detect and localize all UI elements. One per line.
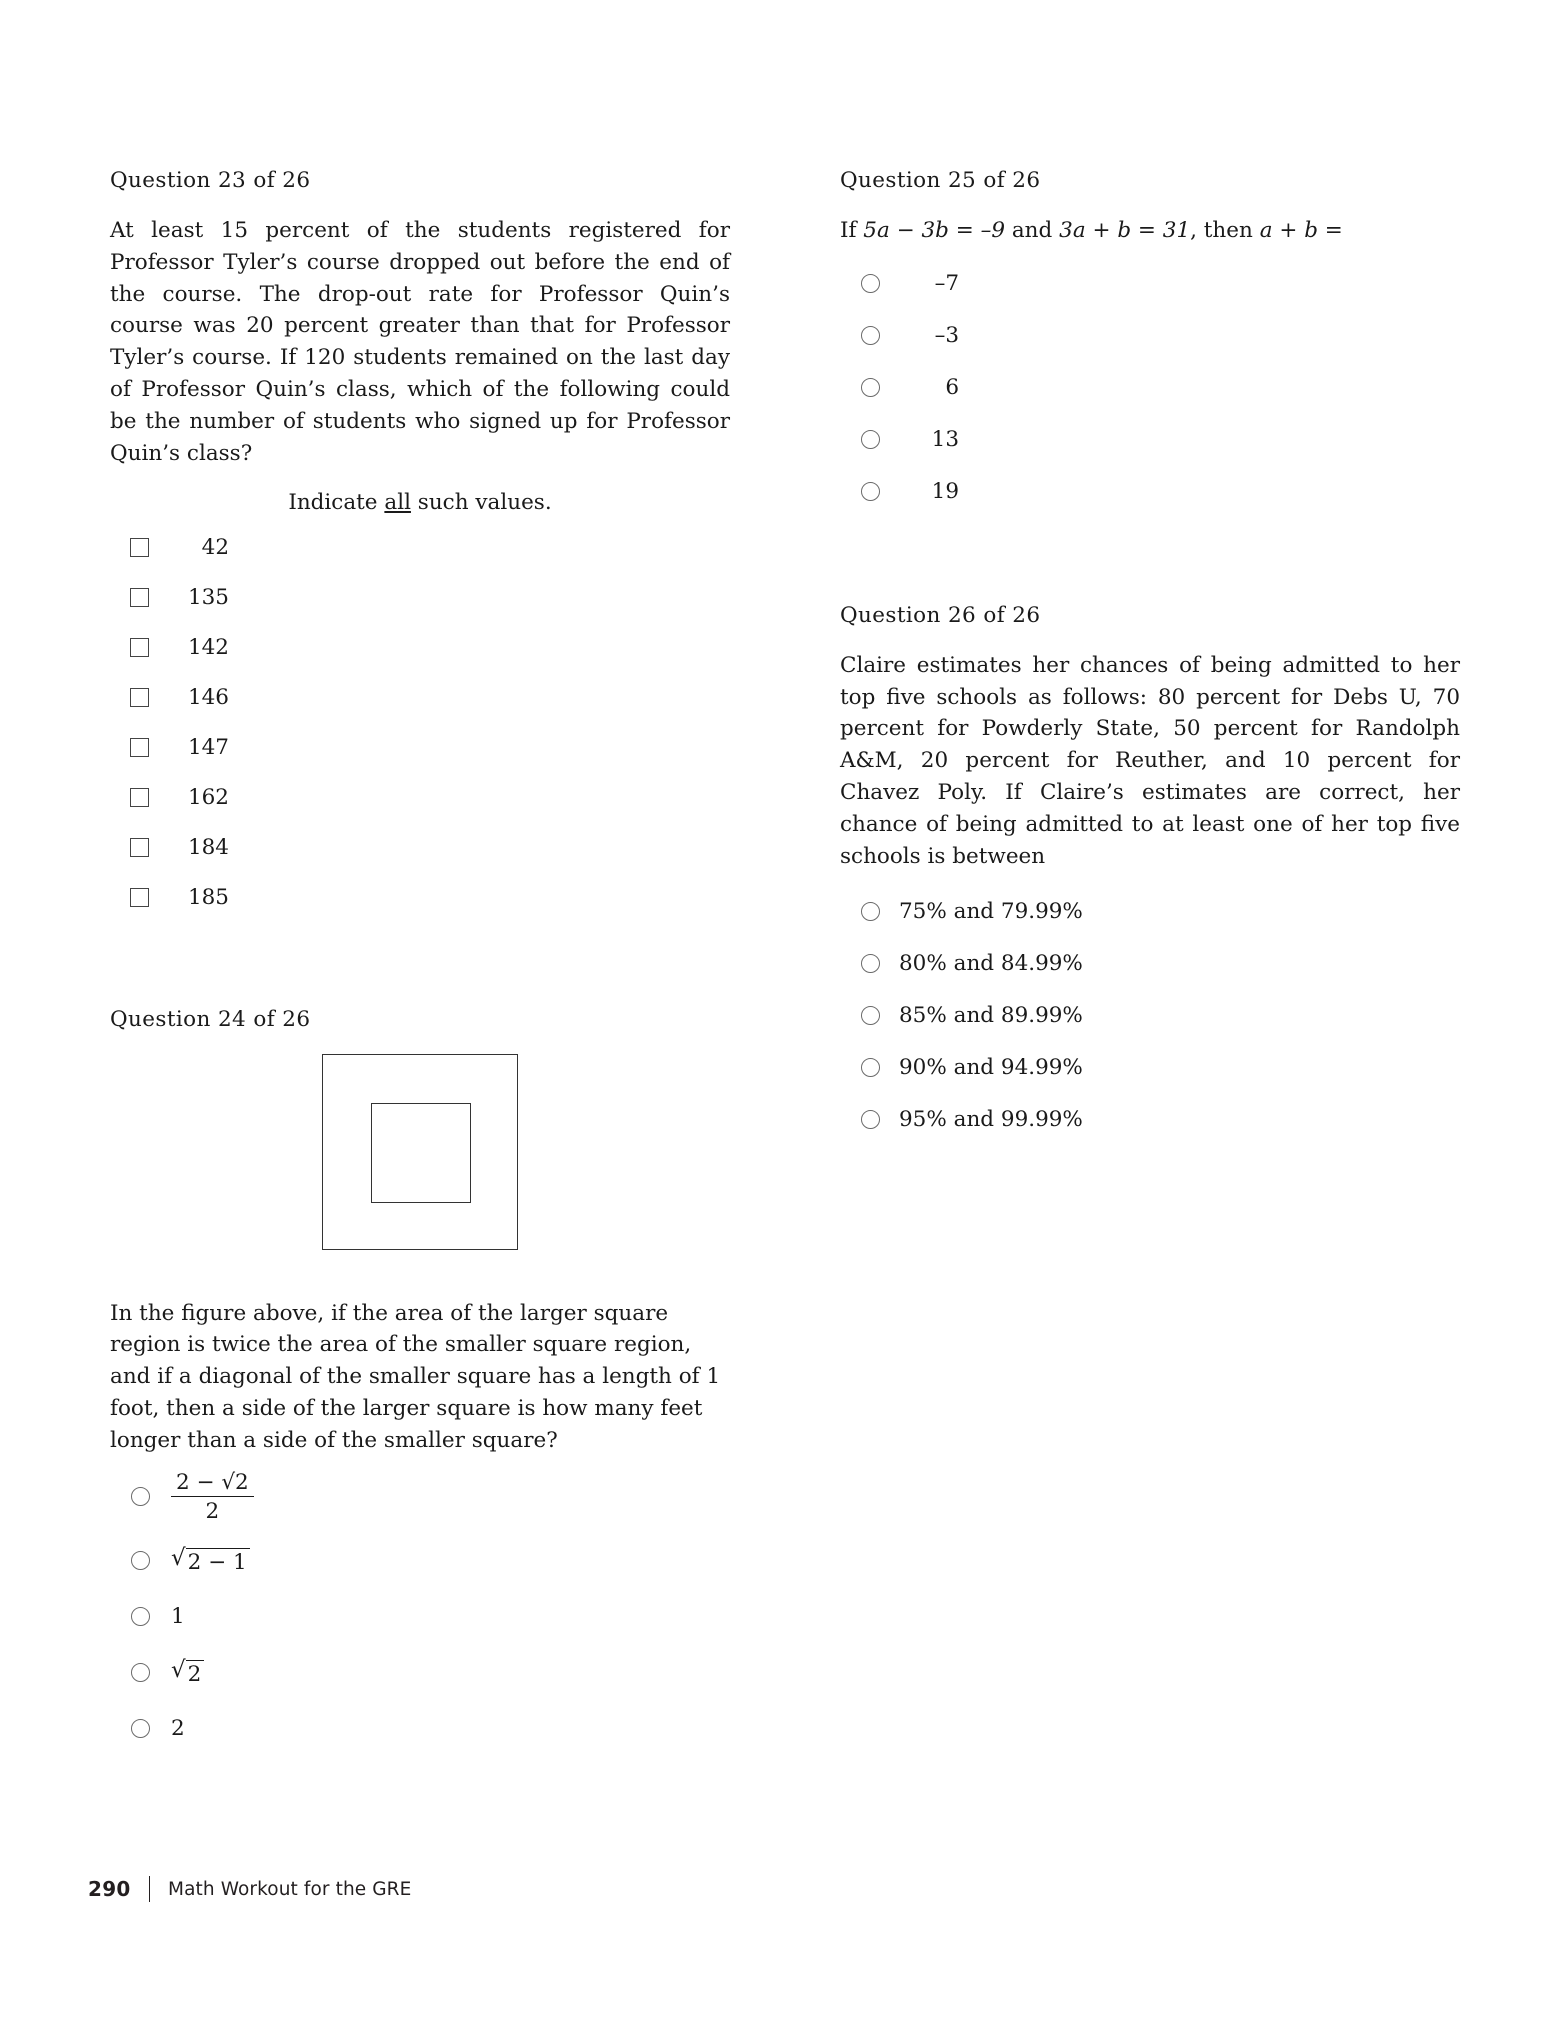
option-label: [171, 1546, 250, 1575]
option-row[interactable]: [840, 1001, 1460, 1031]
radio-icon[interactable]: [131, 1607, 150, 1626]
radio-icon[interactable]: [861, 1110, 880, 1129]
option-row[interactable]: [110, 1713, 730, 1743]
inner-square-shape: [371, 1103, 471, 1203]
spacer: [840, 529, 1460, 603]
radio-icon[interactable]: [131, 1719, 150, 1738]
option-row[interactable]: [110, 783, 730, 813]
option-label: 1: [171, 1603, 185, 1629]
option-row[interactable]: [840, 477, 1460, 507]
question-23-stem: At least 15 percent of the students registered for Professor Tyler’s course dropped out before the end of the course. The drop-out rate for Professor Quin’s course was 20 percent greater than that for Professor Tyler’s course. If 120 students remained on the last day of Professor Quin’s class, which of the following could be the number of students who signed up for Professor Quin’s class?: [110, 218, 730, 466]
option-row[interactable]: [110, 1657, 730, 1687]
question-25: [840, 168, 1460, 507]
question-26-options: [840, 897, 1460, 1135]
option-label: 185: [187, 885, 229, 910]
square-root: [171, 1546, 250, 1575]
option-label: 162: [187, 785, 229, 810]
option-label: 19: [931, 479, 959, 505]
radio-slot: [132, 1487, 149, 1506]
square-root: [171, 1658, 204, 1687]
option-row[interactable]: [110, 733, 730, 763]
question-23-options: [110, 533, 730, 913]
left-column: [110, 168, 730, 1769]
radical-sign-icon: √: [171, 1544, 186, 1571]
radio-slot: [132, 1719, 149, 1738]
option-label: 80% and 84.99%: [899, 951, 1083, 976]
directions-text-before: Indicate: [288, 489, 385, 515]
question-24-stem: In the figure above, if the area of the larger square region is twice the area of the smaller square region, and if a diagonal of the smaller square has a length of 1 foot, then a side of the larger square is how many feet longer than a side of the smaller square?: [110, 1300, 721, 1453]
option-row[interactable]: [110, 533, 730, 563]
radio-slot: [862, 274, 879, 293]
option-label: [171, 1471, 254, 1524]
option-label: 142: [187, 635, 229, 660]
radio-icon[interactable]: [861, 378, 880, 397]
option-row[interactable]: [110, 583, 730, 613]
radio-slot: [862, 1058, 879, 1077]
option-row[interactable]: [840, 1105, 1460, 1135]
stem-text-2: and: [1005, 218, 1060, 243]
option-row[interactable]: [110, 883, 730, 913]
option-label: 95% and 99.99%: [899, 1107, 1083, 1132]
option-row[interactable]: [840, 897, 1460, 927]
option-row[interactable]: [110, 1601, 730, 1631]
radio-icon[interactable]: [861, 274, 880, 293]
two-column-layout: [110, 168, 1460, 1769]
radio-slot: [862, 430, 879, 449]
radio-slot: [862, 954, 879, 973]
checkbox-icon[interactable]: [130, 838, 149, 857]
option-label: 184: [187, 835, 229, 860]
checkbox-icon[interactable]: [130, 688, 149, 707]
option-row[interactable]: [110, 1471, 730, 1524]
radicand: 2: [186, 1660, 205, 1687]
radio-slot: [862, 902, 879, 921]
option-row[interactable]: [110, 1545, 730, 1575]
option-label: –3: [934, 323, 959, 349]
option-label: 42: [201, 535, 229, 560]
option-row[interactable]: [110, 683, 730, 713]
checkbox-icon[interactable]: [130, 888, 149, 907]
radio-slot: [862, 326, 879, 345]
equation-2: 3a + b = 31: [1059, 218, 1191, 243]
option-row[interactable]: [840, 1053, 1460, 1083]
radical-sign-icon: √: [171, 1656, 186, 1683]
option-label: 135: [187, 585, 229, 610]
radio-slot: [862, 1110, 879, 1129]
question-24: [110, 1007, 730, 1744]
radio-icon[interactable]: [861, 1058, 880, 1077]
radio-slot: [862, 482, 879, 501]
radio-icon[interactable]: [861, 430, 880, 449]
equation-3: a + b =: [1259, 218, 1343, 243]
option-row[interactable]: [840, 373, 1460, 403]
radio-icon[interactable]: [131, 1487, 150, 1506]
question-23-heading: Question 23 of 26: [110, 168, 311, 193]
option-label: 6: [945, 375, 959, 401]
radio-icon[interactable]: [861, 902, 880, 921]
radio-icon[interactable]: [861, 482, 880, 501]
checkbox-icon[interactable]: [130, 638, 149, 657]
question-23-directions: [110, 490, 730, 515]
radio-slot: [132, 1607, 149, 1626]
option-label: [171, 1658, 204, 1687]
question-24-heading: Question 24 of 26: [110, 1006, 311, 1032]
option-row[interactable]: [840, 321, 1460, 351]
radio-slot: [862, 378, 879, 397]
radio-icon[interactable]: [861, 326, 880, 345]
option-label: 2: [171, 1715, 185, 1741]
question-26-heading: Question 26 of 26: [840, 602, 1041, 628]
fraction-denominator: 2: [205, 1499, 220, 1525]
radio-slot: [132, 1551, 149, 1570]
stem-text-1: If: [840, 218, 864, 243]
checkbox-icon[interactable]: [130, 788, 149, 807]
option-row[interactable]: [840, 949, 1460, 979]
question-25-options: [840, 269, 1460, 507]
spacer: [110, 1250, 730, 1298]
footer-divider: [149, 1876, 150, 1902]
radio-slot: [862, 1006, 879, 1025]
question-26: [840, 603, 1460, 1135]
checkbox-icon[interactable]: [130, 588, 149, 607]
radio-icon[interactable]: [861, 1006, 880, 1025]
spacer: [110, 933, 730, 1007]
radio-slot: [132, 1663, 149, 1682]
option-row[interactable]: [840, 269, 1460, 299]
outer-square-shape: [322, 1054, 518, 1250]
radicand: 2 − 1: [186, 1548, 250, 1575]
page-number: 290: [88, 1877, 131, 1901]
book-title: Math Workout for the GRE: [168, 1878, 412, 1900]
option-label: 75% and 79.99%: [899, 899, 1083, 924]
option-label: 90% and 94.99%: [899, 1055, 1083, 1080]
option-label: –7: [934, 271, 959, 297]
radio-icon[interactable]: [131, 1551, 150, 1570]
option-row[interactable]: [110, 633, 730, 663]
equation-1: 5a − 3b = –9: [863, 218, 1006, 243]
question-25-stem: [840, 215, 1460, 247]
stem-text-3: , then: [1190, 218, 1260, 243]
question-25-heading: Question 25 of 26: [840, 168, 1041, 193]
option-row[interactable]: [110, 833, 730, 863]
option-row[interactable]: [840, 425, 1460, 455]
checkbox-icon[interactable]: [130, 738, 149, 757]
page-footer: [88, 1876, 411, 1902]
question-24-figure: [110, 1054, 730, 1250]
option-label: 147: [187, 735, 229, 760]
directions-text-after: such values.: [410, 489, 552, 515]
option-label: 13: [931, 427, 959, 453]
option-label: 146: [187, 685, 229, 710]
question-24-options: [110, 1471, 730, 1744]
question-26-stem: Claire estimates her chances of being admitted to her top five schools as follows: 80 percent for Debs U, 70 percent for Powderly State, 50 percent for Randolph A&M, 20 percent for Reuther, and 10 percent for Chavez Poly. If Claire’s estimates are correct, her chance of being admitted to at least one of her top five schools is between: [840, 652, 1460, 869]
question-23: [110, 168, 730, 913]
option-label: 85% and 89.99%: [899, 1003, 1083, 1028]
checkbox-icon[interactable]: [130, 538, 149, 557]
right-column: [840, 168, 1460, 1769]
radio-icon[interactable]: [861, 954, 880, 973]
radio-icon[interactable]: [131, 1663, 150, 1682]
fraction: [171, 1471, 254, 1524]
directions-emphasis: all: [384, 489, 411, 515]
fraction-numerator: 2 − √2: [176, 1469, 249, 1495]
